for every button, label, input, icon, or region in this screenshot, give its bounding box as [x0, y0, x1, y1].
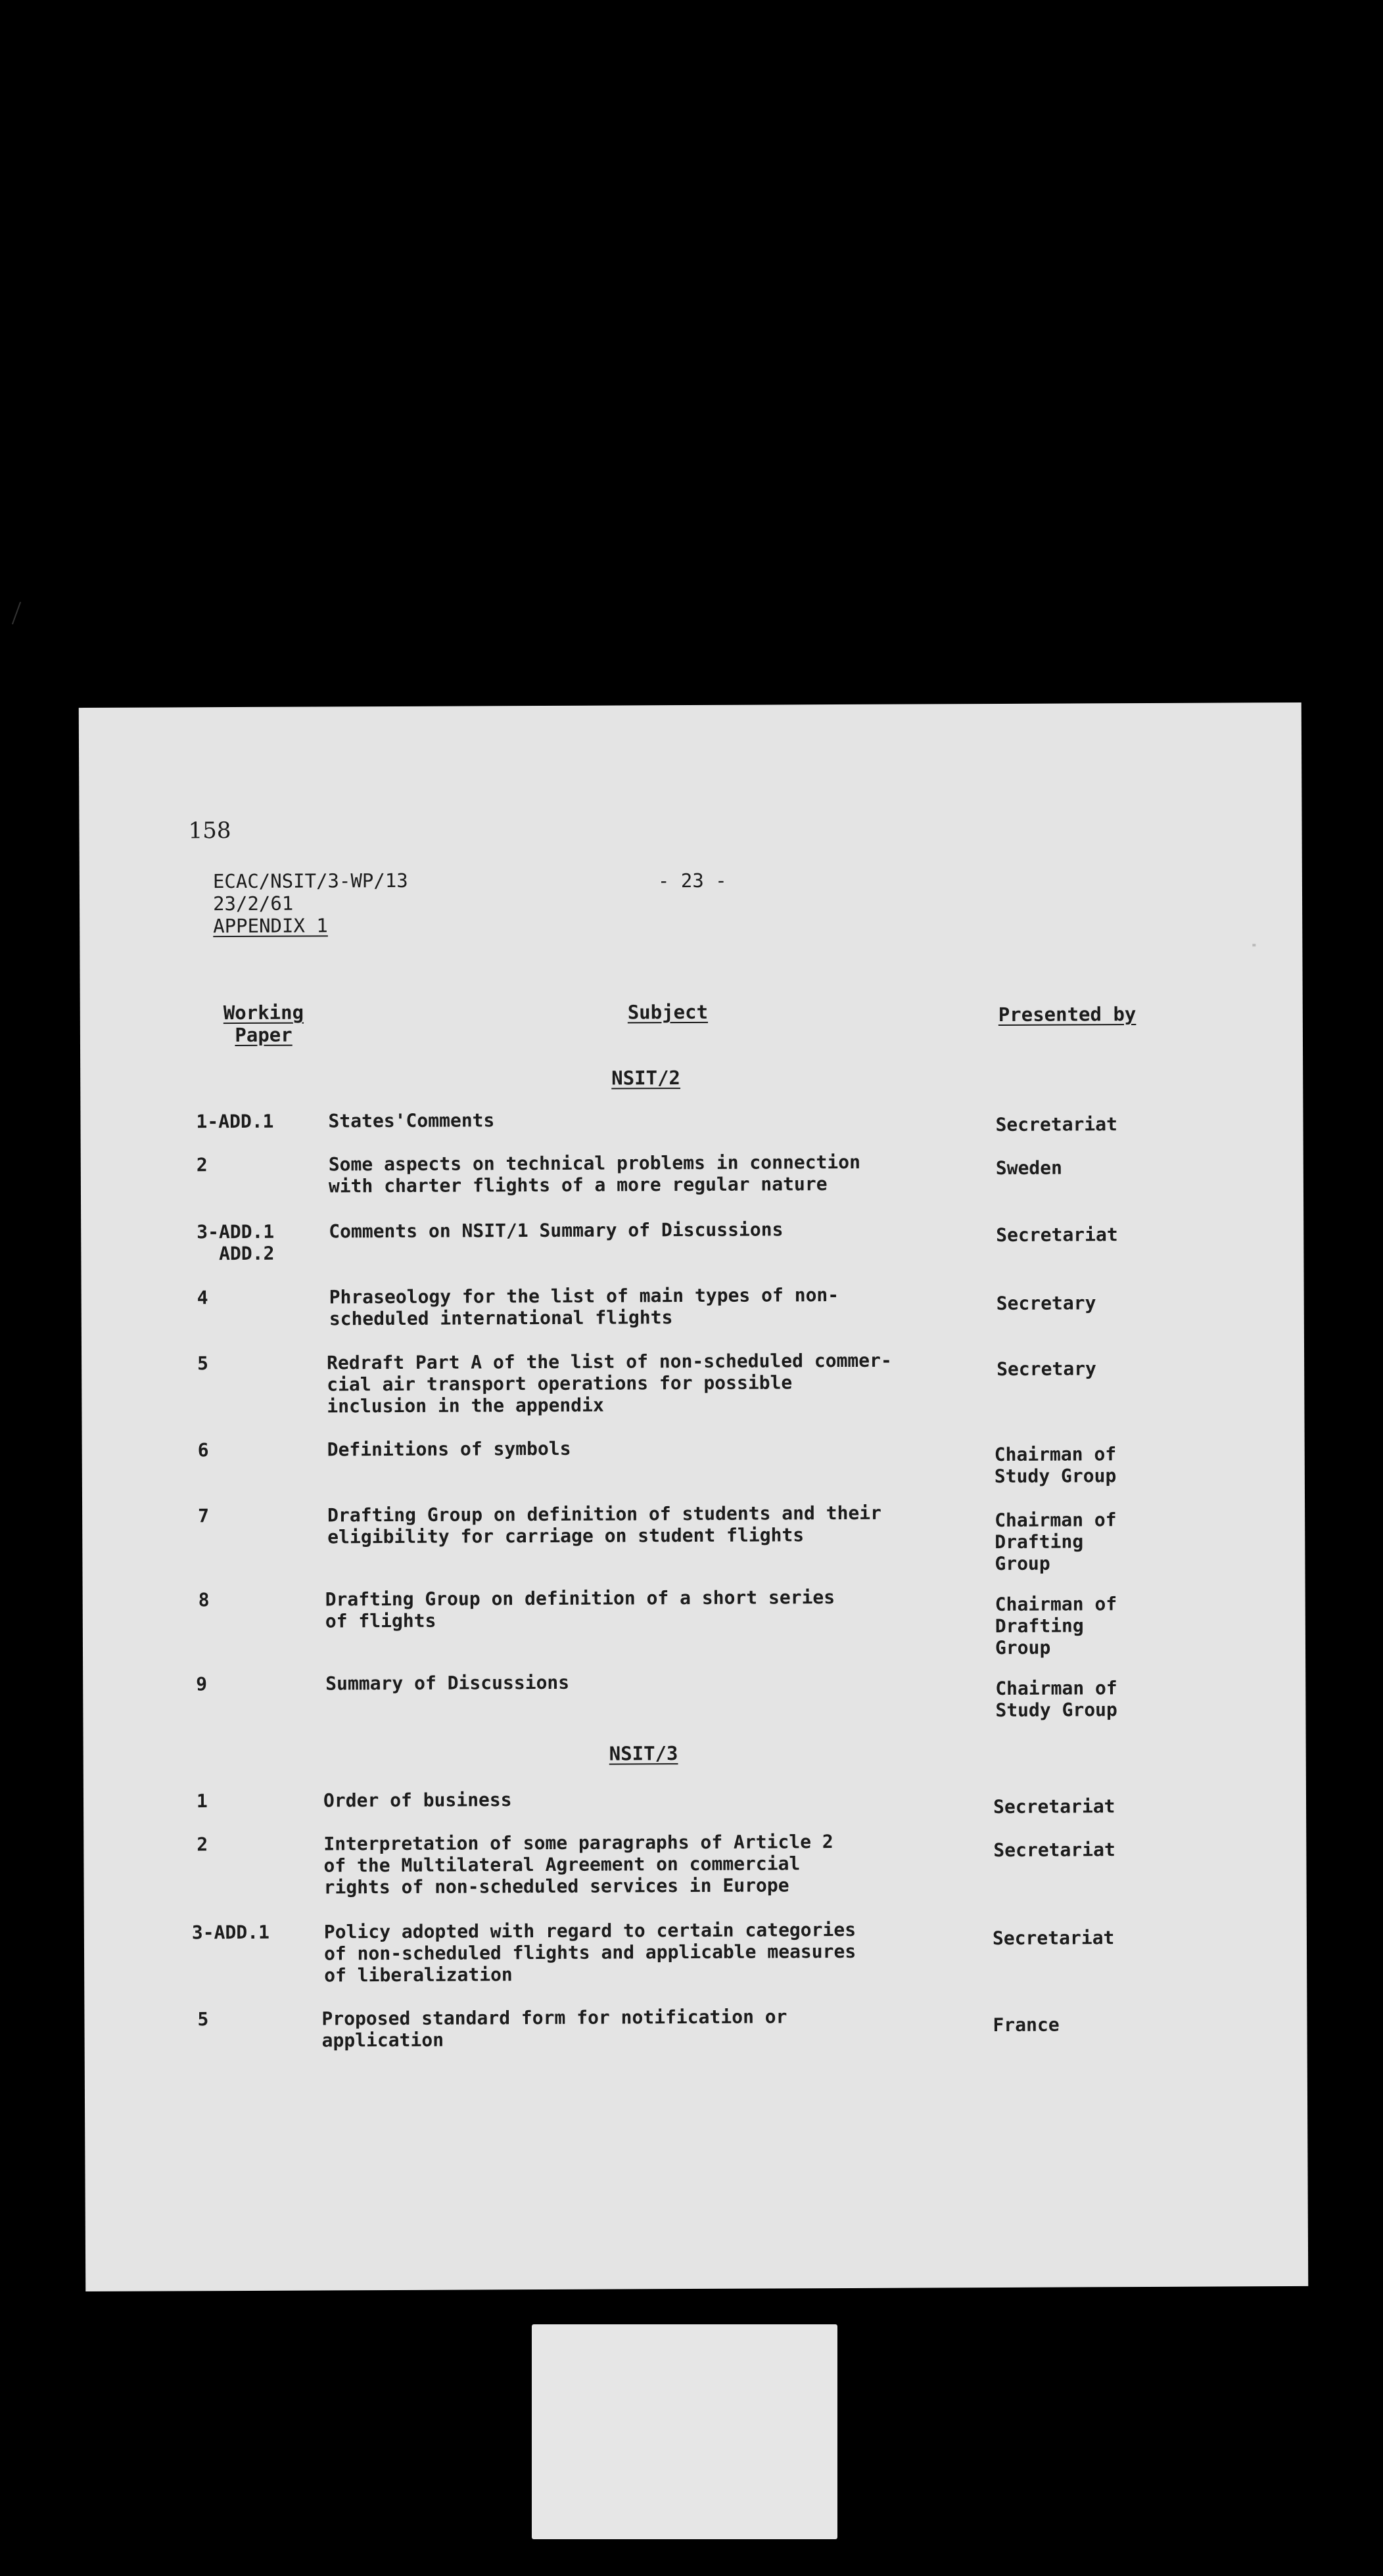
working-paper-number [197, 2008, 208, 2030]
subject-text-line: Order of business [323, 1789, 512, 1812]
subject-text-line: of liberalization [324, 1964, 513, 1987]
section-title: NSIT/2 [611, 1067, 681, 1090]
presented-by-text [993, 1795, 1115, 1818]
working-paper-number-line: 7 [198, 1505, 210, 1527]
document-reference: ECAC/NSIT/3-WP/13 [212, 869, 408, 893]
presented-by-text-line: Secretary [996, 1358, 1096, 1380]
page-number: 158 [188, 817, 231, 844]
subject-text-line: cial air transport operations for possible [327, 1371, 793, 1396]
working-paper-number [198, 1505, 209, 1527]
subject-text-line: Drafting Group on definition of a short series [325, 1586, 835, 1611]
subject-text-line: Interpretation of some paragraphs of Article 2 [323, 1831, 833, 1855]
subject-text [327, 1438, 571, 1461]
subject-text-line: with charter flights of a more regular nature [328, 1173, 828, 1197]
working-paper-number [197, 1833, 208, 1855]
presented-by-text [993, 2014, 1059, 2036]
working-paper-number [197, 1221, 274, 1265]
working-paper-number-line: 1-ADD.1 [196, 1110, 274, 1133]
working-paper-number [197, 1287, 208, 1308]
working-paper-number [197, 1352, 208, 1374]
subject-text-line: Redraft Part A of the list of non-scheduled commer- [327, 1349, 892, 1374]
working-paper-number-line: 3-ADD.1 [197, 1220, 275, 1243]
column-header-working-paper-line1: Working [223, 1001, 304, 1024]
presented-by-text [996, 1292, 1096, 1314]
subject-text [325, 1672, 569, 1695]
column-header-presented-by-label: Presented by [998, 1003, 1137, 1026]
column-header-working-paper [223, 1001, 304, 1047]
subject-text-line: of flights [325, 1609, 436, 1632]
working-paper-number-line: 3-ADD.1 [191, 1921, 270, 1944]
presented-by-text-line: Secretariat [993, 1795, 1115, 1818]
working-paper-number-line: 5 [197, 1352, 209, 1375]
working-paper-number [196, 1673, 207, 1695]
column-header-working-paper-line2: Paper [235, 1023, 293, 1047]
presented-by-text-line: Group [995, 1636, 1051, 1659]
working-paper-number-line: 5 [197, 2008, 209, 2031]
subject-text [321, 2006, 787, 2051]
presented-by-text-line: Chairman of [994, 1443, 1117, 1466]
presented-by-text [996, 1157, 1062, 1179]
presented-by-text-line: France [993, 2013, 1060, 2036]
column-header-presented-by [998, 1003, 1137, 1026]
presented-by-text-line: Chairman of [995, 1677, 1117, 1699]
presented-by-text [995, 1443, 1117, 1487]
working-paper-number-line: 2 [196, 1154, 208, 1176]
subject-text-line: Some aspects on technical problems in connection [328, 1151, 861, 1176]
document-header [213, 869, 408, 937]
subject-text-line: Summary of Discussions [325, 1671, 570, 1695]
presented-by-text-line: Chairman of [995, 1509, 1117, 1532]
presented-by-text-line: Secretariat [995, 1113, 1118, 1136]
subject-text-line: application [321, 2029, 444, 2052]
presented-by-text-line: Drafting [995, 1530, 1084, 1553]
presented-by-text [996, 1224, 1118, 1246]
column-header-subject-label: Subject [627, 1000, 709, 1024]
presented-by-text-line: Secretariat [993, 1839, 1115, 1862]
subject-text [323, 1789, 512, 1811]
subject-text [329, 1218, 783, 1242]
subject-text-line: States'Comments [328, 1109, 495, 1132]
subject-text-line: of the Multilateral Agreement on commercial [323, 1852, 801, 1877]
presented-by-text [995, 1113, 1117, 1136]
working-paper-number-line: 4 [197, 1287, 208, 1309]
section-title: NSIT/3 [609, 1742, 678, 1765]
subject-text [325, 1586, 835, 1632]
subject-text-line: scheduled international flights [329, 1306, 673, 1330]
subject-text-line: inclusion in the appendix [327, 1394, 604, 1417]
presented-by-text [995, 1677, 1117, 1721]
subject-text [327, 1350, 892, 1417]
presented-by-text-line: Secretariat [992, 1927, 1115, 1950]
document-page [79, 702, 1308, 2291]
subject-text [329, 1151, 860, 1197]
working-paper-number [198, 1439, 209, 1461]
presented-by-text [996, 1358, 1096, 1380]
working-paper-number-line: 2 [197, 1833, 208, 1856]
working-paper-number [192, 1921, 270, 1944]
presented-by-text [995, 1593, 1117, 1659]
presented-by-text-line: Secretariat [996, 1224, 1118, 1246]
subject-text-line: rights of non-scheduled services in Europe [323, 1874, 789, 1898]
presented-by-text-line: Chairman of [995, 1593, 1117, 1615]
subject-text-line: Phraseology for the list of main types of non- [329, 1284, 839, 1308]
subject-text [328, 1109, 494, 1132]
speck [1252, 944, 1255, 946]
working-paper-number [197, 1790, 208, 1812]
working-paper-number-line: 1 [196, 1790, 208, 1812]
subject-text-line: Definitions of symbols [327, 1437, 571, 1461]
column-header-subject [628, 1001, 708, 1024]
subject-text-line: of non-scheduled flights and applicable measures [323, 1940, 856, 1965]
document-date: 23/2/61 [212, 892, 294, 915]
working-paper-number-line: 9 [196, 1673, 208, 1695]
subject-text-line: Proposed standard form for notification or [321, 2006, 787, 2030]
page-folio: - 23 - [657, 869, 727, 892]
working-paper-number-line: 6 [197, 1439, 209, 1461]
presented-by-text [993, 1927, 1115, 1949]
presented-by-text [995, 1509, 1117, 1575]
presented-by-text-line: Group [995, 1552, 1050, 1575]
presented-by-text-line: Sweden [995, 1157, 1063, 1179]
subject-text-line: Comments on NSIT/1 Summary of Discussions [329, 1218, 784, 1243]
subject-text [327, 1502, 881, 1548]
film-scratch [12, 602, 21, 625]
working-paper-number-line: 8 [198, 1589, 210, 1611]
subject-text [324, 1919, 856, 1987]
subject-text-line: Drafting Group on definition of students and their [327, 1502, 882, 1527]
film-leader-card [532, 2324, 837, 2539]
presented-by-text-line: Study Group [995, 1699, 1117, 1721]
presented-by-text [993, 1839, 1115, 1861]
working-paper-number [196, 1111, 273, 1133]
working-paper-number [197, 1154, 208, 1176]
working-paper-number [199, 1589, 210, 1611]
appendix-label: APPENDIX 1 [213, 914, 328, 938]
presented-by-text-line: Secretary [996, 1292, 1096, 1314]
presented-by-text-line: Study Group [994, 1465, 1117, 1488]
subject-text-line: Policy adopted with regard to certain categories [323, 1918, 856, 1943]
presented-by-text-line: Drafting [995, 1615, 1084, 1637]
subject-text-line: eligibility for carriage on student flights [327, 1524, 805, 1548]
subject-text [323, 1831, 833, 1898]
working-paper-number-line: ADD.2 [197, 1242, 275, 1265]
subject-text [329, 1284, 839, 1329]
